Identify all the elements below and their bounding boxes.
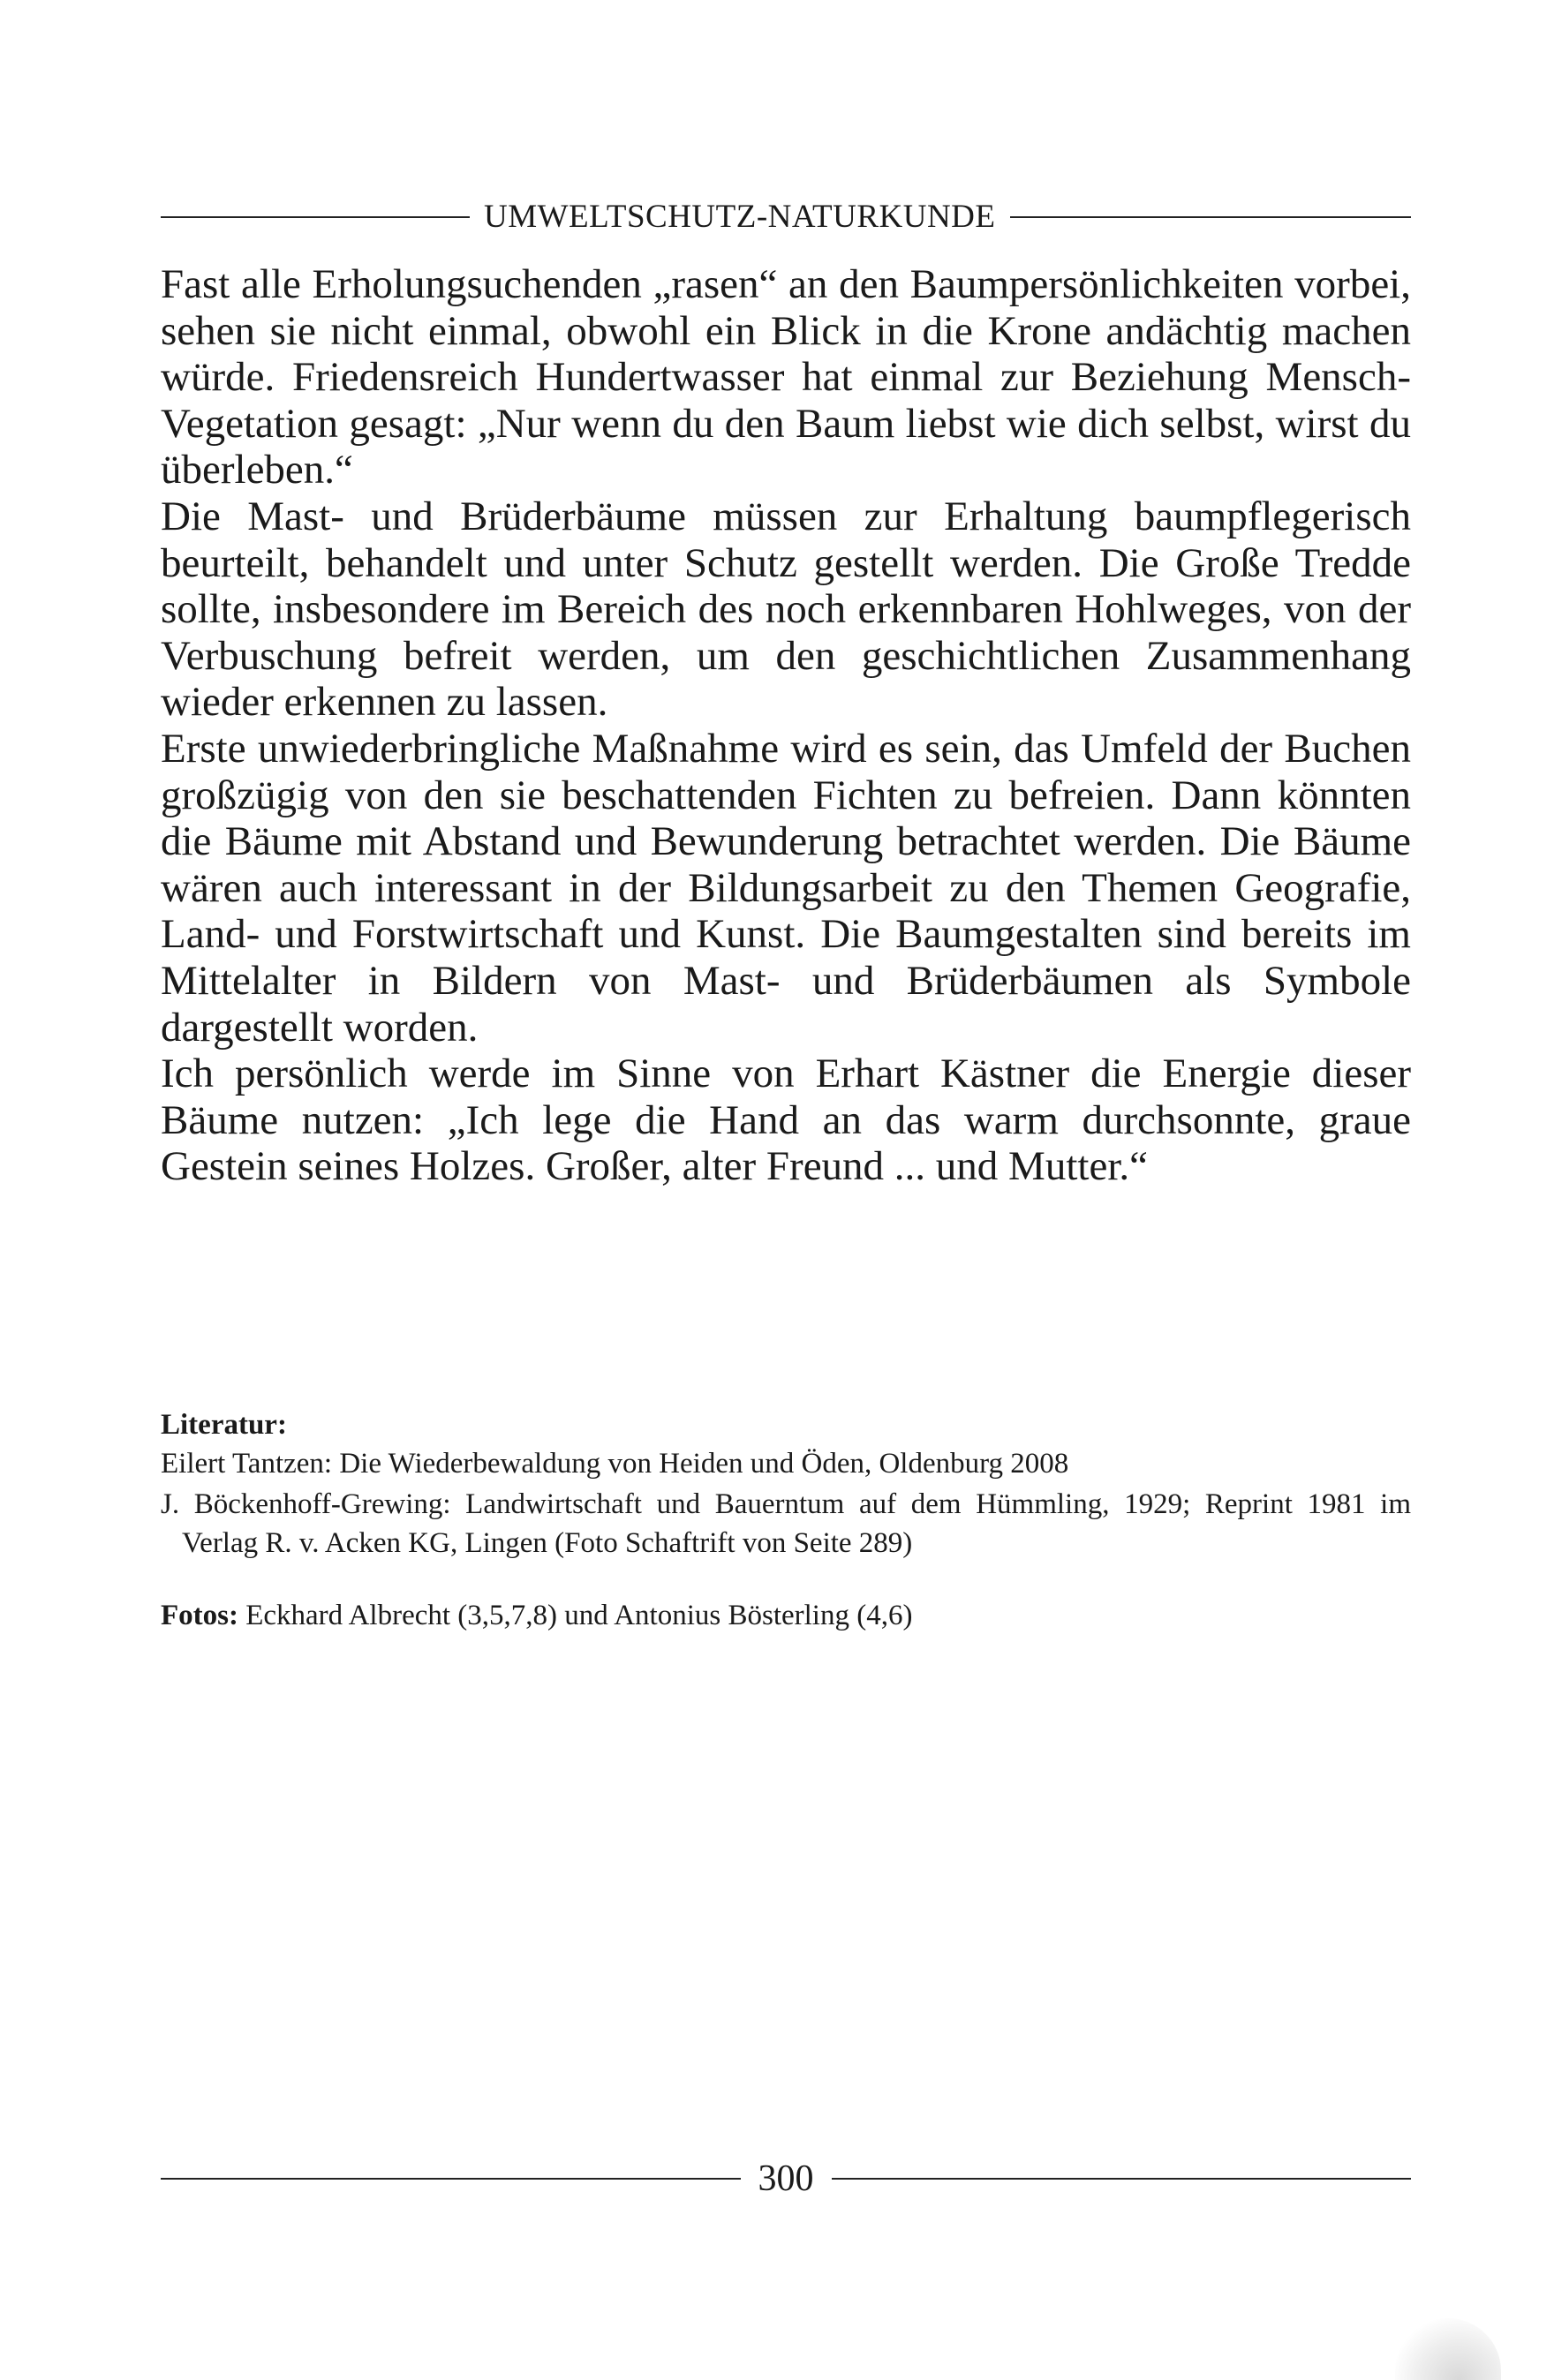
body-paragraph-2: Die Mast- und Brüderbäume müssen zur Erhaltung baumpflegerisch beurteilt, behandelt und unter Schutz gestellt werden. Die Große Tredde sollte, insbesondere im Bereich des noch erkennbaren Hohlweges, von der Verbuschung befreit werden, um den geschichtlichen Zusammenhang wieder erkennen zu lassen. [161,493,1411,726]
running-head-title: UMWELTSCHUTZ-NATURKUNDE [484,199,996,235]
body-text [161,261,1411,1190]
body-paragraph-1: Fast alle Erholungsuchenden „rasen“ an den Baumpersönlichkeiten vorbei, sehen sie nicht einmal, obwohl ein Blick in die Krone andächtig machen würde. Friedensreich Hundertwasser hat einmal zur Beziehung Mensch-Vegetation gesagt: „Nur wenn du den Baum liebst wie dich selbst, wirst du überleben.“ [161,261,1411,493]
page-footer [161,2158,1411,2200]
photo-credits-label: Fotos: [161,1600,238,1631]
scan-smudge [1395,2318,1501,2380]
photo-credits [161,1596,1411,1635]
literature-entry-2: J. Böckenhoff-Grewing: Landwirtschaft und Bauerntum auf dem Hümmling, 1929; Reprint 1981 im Verlag R. v. Acken KG, Lingen (Foto Schaftrift von Seite 289) [161,1488,1411,1559]
running-head-rule-right [1010,216,1412,218]
running-head-rule-left [161,216,470,218]
page-number: 300 [758,2158,814,2199]
footer-rule-right [832,2178,1412,2180]
body-paragraph-3: Erste unwiederbringliche Maßnahme wird es sein, das Umfeld der Buchen großzügig von den sie beschattenden Fichten zu befreien. Dann könnten die Bäume mit Abstand und Bewunderung betrachtet werden. Die Bäume wären auch interessant in der Bildungsarbeit zu den Themen Geografie, Land- und Forstwirtschaft und Kunst. Die Baumgestalten sind bereits im Mittelalter in Bildern von Mast- und Brüderbäumen als Symbole dargestellt worden. [161,725,1411,1051]
running-head [161,198,1411,236]
literature-section [161,1405,1411,1635]
literature-heading: Literatur: [161,1409,287,1441]
footer-rule-left [161,2178,741,2180]
photo-credits-text: Eckhard Albrecht (3,5,7,8) und Antonius Bösterling (4,6) [238,1600,913,1631]
literature-entry-1: Eilert Tantzen: Die Wiederbewaldung von Heiden und Öden, Oldenburg 2008 [161,1448,1069,1480]
body-paragraph-4: Ich persönlich werde im Sinne von Erhart Kästner die Energie dieser Bäume nutzen: „Ich lege die Hand an das warm durchsonnte, graue Gestein seines Holzes. Großer, alter Freund ... und Mutter.“ [161,1051,1411,1190]
